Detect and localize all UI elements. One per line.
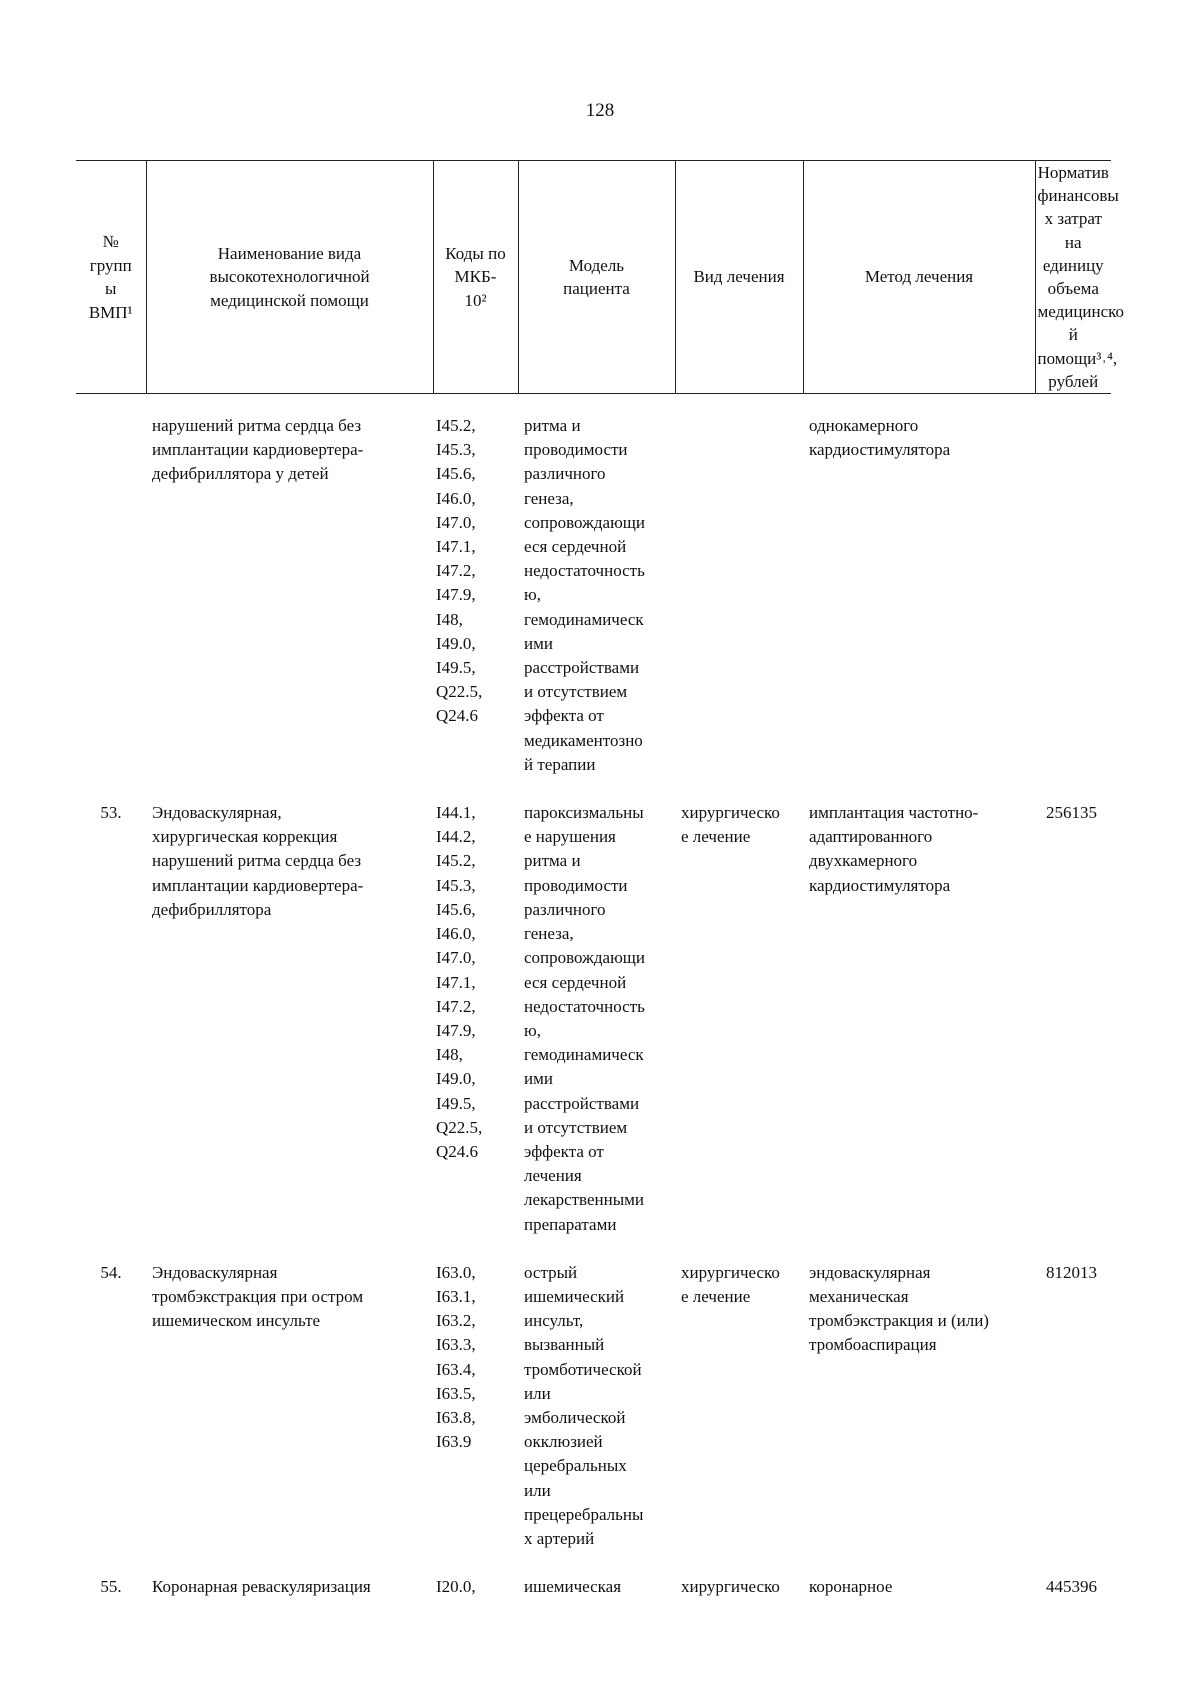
cell-cost [1035,394,1111,802]
cell-codes: I20.0, [436,1577,476,1597]
cell-num: 54. [100,1262,122,1282]
cell-cost: 445396 [1046,1577,1097,1597]
cell-num: 53. [100,803,122,823]
cell-name: Коронарная реваскуляризация [152,1577,371,1597]
cell-model: пароксизмальны е нарушения ритма и проводимости различного генеза, сопровождающи еся сердечной недостаточность ю, гемодинамическ ими расстройствами и отсутствием эффекта от лечения лекарственными препаратами [524,803,645,1234]
cell-codes: I44.1, I44.2, I45.2, I45.3, I45.6, I46.0, I47.0, I47.1, I47.2, I47.9, I48, I49.0, I49.5, Q22.5, Q24.6 [436,803,483,1161]
header-name: Наименование вида высокотехнологичной медицинской помощи [146,161,433,394]
cell-model: ишемическая [524,1577,622,1597]
cell-treatment: хирургическо е лечение [681,803,780,847]
table-row [76,1261,1111,1575]
vmp-table [76,160,1125,1599]
header-method: Метод лечения [803,161,1035,394]
table-row [76,1575,1111,1599]
cell-name: Эндоваскулярная тромбэкстракция при остром ишемическом инсульте [152,1262,364,1331]
header-group-no: № групп ы ВМП¹ [76,161,146,394]
cell-name: нарушений ритма сердца без имплантации кардиовертера- дефибриллятора у детей [152,416,364,484]
header-treatment-type: Вид лечения [675,161,803,394]
page-number: 128 [585,100,615,121]
cell-name: Эндоваскулярная, хирургическая коррекция нарушений ритма сердца без имплантации кардиовертера- дефибриллятора [152,803,364,919]
header-model: Модель пациента [518,161,675,394]
cell-method: однокамерного кардиостимулятора [809,416,951,460]
cell-codes: I63.0, I63.1, I63.2, I63.3, I63.4, I63.5, I63.8, I63.9 [436,1262,476,1452]
cell-model: ритма и проводимости различного генеза, сопровождающи еся сердечной недостаточность ю, гемодинамическ ими расстройствами и отсутствием эффекта от медикаментозно й терапии [524,416,645,774]
cell-cost: 256135 [1046,803,1097,823]
cell-num [76,394,146,802]
header-norm: Норматив финансовы х затрат на единицу объема медицинско й помощи³˒⁴, рублей [1035,161,1111,394]
cell-treatment: хирургическо [681,1577,780,1597]
cell-method: имплантация частотно- адаптированного двухкамерного кардиостимулятора [809,803,979,895]
cell-model: острый ишемический инсульт, вызванный тромботической или эмболической окклюзией церебральных или прецеребральны х артерий [524,1262,644,1548]
cell-cost: 812013 [1046,1262,1097,1282]
cell-method: эндоваскулярная механическая тромбэкстракция и (или) тромбоаспирация [809,1262,989,1355]
cell-num: 55. [100,1577,122,1597]
cell-treatment [675,394,803,802]
table-row [76,394,1111,802]
cell-treatment: хирургическо е лечение [681,1262,780,1306]
table-header-row [76,161,1111,394]
cell-codes: I45.2, I45.3, I45.6, I46.0, I47.0, I47.1, I47.2, I47.9, I48, I49.0, I49.5, Q22.5, Q24.6 [436,416,483,726]
header-codes: Коды по МКБ- 10² [433,161,518,394]
cell-method: коронарное [809,1577,893,1597]
table-row [76,801,1111,1261]
